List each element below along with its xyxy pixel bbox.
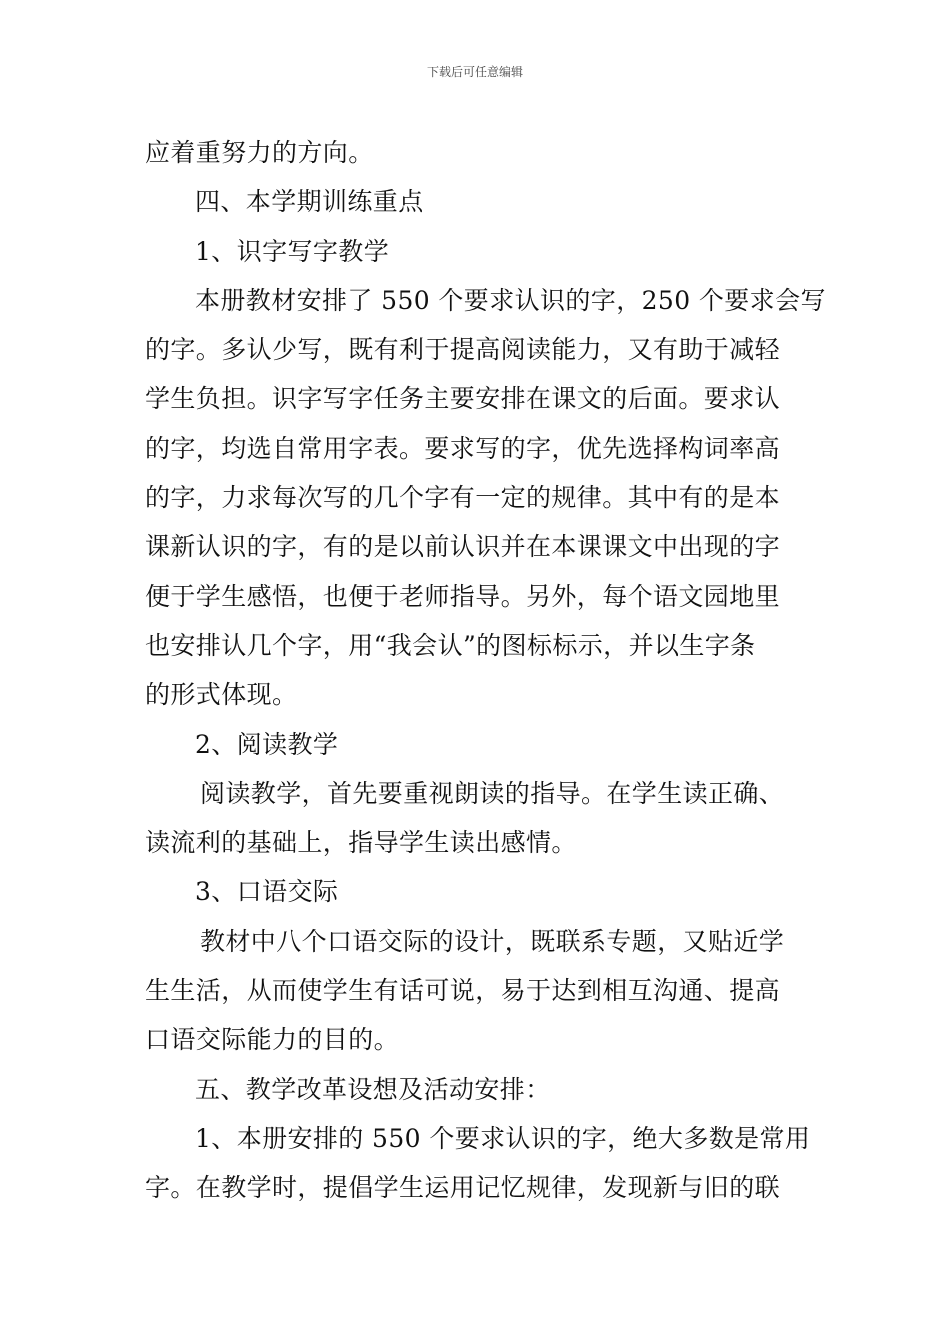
paragraph-line: 的字。多认少写，既有利于提高阅读能力，又有助于减轻 bbox=[145, 335, 781, 365]
paragraph-line: 读流利的基础上，指导学生读出感情。 bbox=[145, 828, 577, 858]
page-header-watermark: 下载后可任意编辑 bbox=[426, 65, 523, 79]
paragraph-line: 学生负担。识字写字任务主要安排在课文的后面。要求认 bbox=[145, 384, 781, 414]
paragraph-line: 的形式体现。 bbox=[145, 680, 298, 710]
section-heading-reform-plans: 五、教学改革设想及活动安排： bbox=[195, 1074, 551, 1104]
paragraph-line: 口语交际能力的目的。 bbox=[145, 1025, 400, 1055]
paragraph-line: 应着重努力的方向。 bbox=[145, 138, 374, 167]
paragraph-line: 字。在教学时，提倡学生运用记忆规律，发现新与旧的联 bbox=[145, 1173, 781, 1203]
subheading-literacy-writing: 1、识字写字教学 bbox=[195, 236, 390, 266]
subheading-oral-communication: 3、口语交际 bbox=[195, 877, 339, 907]
paragraph-line: 的字，力求每次写的几个字有一定的规律。其中有的是本 bbox=[145, 483, 781, 513]
paragraph-line: 阅读教学，首先要重视朗读的指导。在学生读正确、 bbox=[200, 778, 785, 808]
paragraph-line: 也安排认几个字，用“我会认”的图标标示，并以生字条 bbox=[145, 630, 756, 660]
document-body bbox=[145, 128, 826, 1213]
subheading-reading: 2、阅读教学 bbox=[195, 729, 339, 759]
paragraph-line: 教材中八个口语交际的设计，既联系专题，又贴近学 bbox=[200, 926, 785, 956]
paragraph-line: 本册教材安排了 550 个要求认识的字，250 个要求会写 bbox=[195, 285, 826, 315]
section-heading-training-focus: 四、本学期训练重点 bbox=[195, 187, 424, 217]
paragraph-line: 1、本册安排的 550 个要求认识的字，绝大多数是常用 bbox=[195, 1123, 811, 1153]
paragraph-line: 的字，均选自常用字表。要求写的字，优先选择构词率高 bbox=[145, 433, 781, 463]
paragraph-line: 课新认识的字，有的是以前认识并在本课课文中出现的字 bbox=[145, 532, 781, 562]
paragraph-line: 生生活，从而使学生有话可说，易于达到相互沟通、提高 bbox=[145, 976, 781, 1006]
paragraph-line: 便于学生感悟，也便于老师指导。另外，每个语文园地里 bbox=[145, 581, 781, 611]
